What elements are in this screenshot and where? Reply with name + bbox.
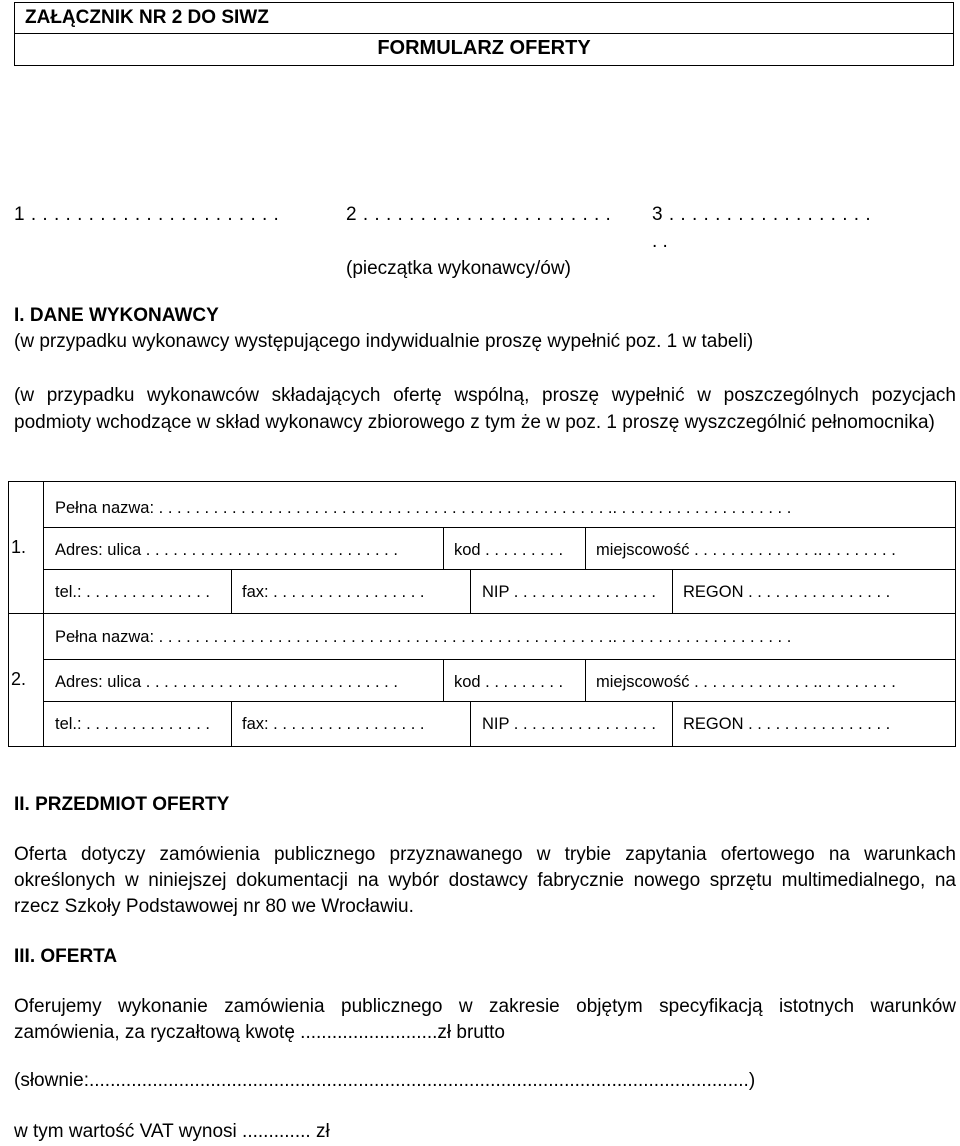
section-1-heading: I. DANE WYKONAWCY [14,305,219,326]
street-field[interactable]: Adres: ulica . . . . . . . . . . . . . . . . . . . . . . . . . . . . [55,541,398,559]
stamp-field-3-continuation: . . [652,231,668,252]
row-divider [43,659,955,660]
section-3-heading: III. OFERTA [14,946,118,967]
contractor-divider [9,613,955,614]
form-title: FORMULARZ OFERTY [377,37,591,59]
header-box [14,2,954,66]
stamp-field-2[interactable]: 2 . . . . . . . . . . . . . . . . . . . . . . [346,204,612,225]
cell-divider [672,569,673,613]
nip-field[interactable]: NIP . . . . . . . . . . . . . . . . [482,715,656,733]
cell-divider [470,701,471,746]
section-2-heading: II. PRZEDMIOT OFERTY [14,794,230,815]
row-divider [43,569,955,570]
cell-divider [470,569,471,613]
stamp-field-3[interactable]: 3 . . . . . . . . . . . . . . . . . . [652,204,872,225]
regon-field[interactable]: REGON . . . . . . . . . . . . . . . . [683,583,891,601]
vat-amount-field[interactable]: w tym wartość VAT wynosi ............. zł [14,1121,330,1142]
attachment-label: ZAŁĄCZNIK NR 2 DO SIWZ [25,7,269,28]
cell-divider [585,659,586,701]
cell-divider [443,659,444,701]
phone-field[interactable]: tel.: . . . . . . . . . . . . . . [55,715,210,733]
phone-field[interactable]: tel.: . . . . . . . . . . . . . . [55,583,210,601]
stamp-caption: (pieczątka wykonawcy/ów) [346,258,571,279]
fax-field[interactable]: fax: . . . . . . . . . . . . . . . . . [242,715,425,733]
header-divider [15,33,953,34]
city-field[interactable]: miejscowość . . . . . . . . . . . . . .. . . . . . . . . [596,541,896,559]
row-divider [43,527,955,528]
street-field[interactable]: Adres: ulica . . . . . . . . . . . . . . . . . . . . . . . . . . . . [55,673,398,691]
city-field[interactable]: miejscowość . . . . . . . . . . . . . .. . . . . . . . . [596,673,896,691]
amount-in-words-field[interactable]: (słownie:.............................................................................................................................) [14,1070,756,1091]
row-divider [43,701,955,702]
nip-field[interactable]: NIP . . . . . . . . . . . . . . . . [482,583,656,601]
fax-field[interactable]: fax: . . . . . . . . . . . . . . . . . [242,583,425,601]
stamp-field-1[interactable]: 1 . . . . . . . . . . . . . . . . . . . . . . [14,204,280,225]
cell-divider [231,701,232,746]
contractor-row-number: 2. [11,669,27,689]
contractor-table [8,481,956,747]
cell-divider [231,569,232,613]
full-name-field[interactable]: Pełna nazwa: . . . . . . . . . . . . . . . . . . . . . . . . . . . . . . . . . . . . . . . . . . . . . . . . . .. . . . . . . . . . . . . . . . . . . . [55,628,792,646]
offer-text: Oferujemy wykonanie zamówienia publicznego w zakresie objętym specyfikacją istotnych warunków zamówienia, za ryczałtową kwotę ..........................zł brutto [14,996,956,1043]
postcode-field[interactable]: kod . . . . . . . . . [454,541,564,559]
section-2-text: Oferta dotyczy zamówienia publicznego przyznawanego w trybie zapytania ofertowego na warunkach określonych w niniejszej dokumentacji na wybór dostawcy fabrycznie nowego sprzętu multimedialnego, na rzecz Szkoły Podstawowej nr 80 we Wrocławiu. [14,844,956,917]
section-1-note-joint: (w przypadku wykonawców składających ofertę wspólną, proszę wypełnić w poszczególnych pozycjach podmioty wchodzące w skład wykonawcy zbiorowego z tym że w poz. 1 proszę wyszczególnić pełnomocnika) [14,385,956,433]
cell-divider [443,527,444,569]
cell-divider [672,701,673,746]
full-name-field[interactable]: Pełna nazwa: . . . . . . . . . . . . . . . . . . . . . . . . . . . . . . . . . . . . . . . . . . . . . . . . . .. . . . . . . . . . . . . . . . . . . . [55,499,792,517]
postcode-field[interactable]: kod . . . . . . . . . [454,673,564,691]
section-1-note-individual: (w przypadku wykonawcy występującego indywidualnie proszę wypełnić poz. 1 w tabeli) [14,331,754,352]
regon-field[interactable]: REGON . . . . . . . . . . . . . . . . [683,715,891,733]
contractor-row-number: 1. [11,537,27,557]
table-number-column-divider [43,482,44,746]
cell-divider [585,527,586,569]
